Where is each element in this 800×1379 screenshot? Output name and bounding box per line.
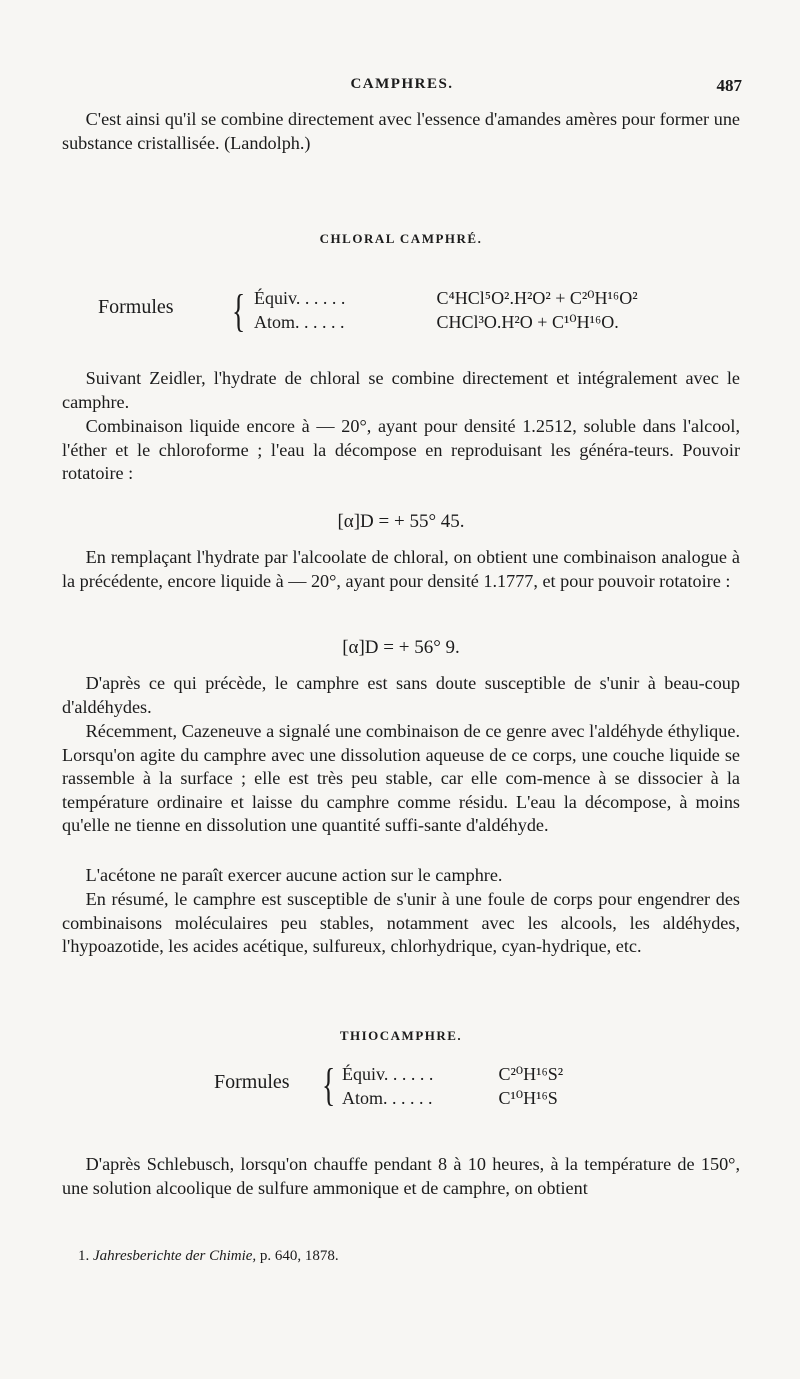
formula-block-thio — [0, 1058, 800, 1118]
intro-paragraph: C'est ainsi qu'il se combine directement avec l'essence d'amandes amères pour former une substance cristallisée. (Landolph.) — [62, 109, 740, 153]
formula-row-atom — [254, 312, 619, 333]
formula-block-chloral — [0, 284, 800, 344]
page-header — [62, 76, 742, 100]
formules-label: Formules — [214, 1071, 290, 1093]
brace-left: { — [232, 285, 246, 336]
paragraph-resume: En résumé, le camphre est susceptible de s'unir à une foule de corps pour engendrer des combinaisons moléculaires peu stables, notamment avec les alcools, les aldéhydes, l'hypoazotide, les acides acétique, sulfureux, chlorhydrique, cyan-hydrique, etc. — [62, 889, 740, 956]
paragraph-schlebusch: D'après Schlebusch, lorsqu'on chauffe pendant 8 à 10 heures, à la température de 150°, une solution alcoolique de sulfure ammonique et de camphre, on obtient — [62, 1154, 740, 1198]
rotation-value-1: [α]D = + 55° 45. — [337, 511, 465, 532]
paragraph-combinaison: Combinaison liquide encore à — 20°, ayant pour densité 1.2512, soluble dans l'alcool, l'éther et le chloroforme ; l'eau la décompose en reproduisant les généra-teurs. Pouvoir rotatoire : — [62, 416, 740, 483]
formula-label: Équiv. . . . . . — [342, 1064, 434, 1084]
formula-value: C²⁰H¹⁶S² — [498, 1064, 564, 1084]
formula-value: CHCl³O.H²O + C¹⁰H¹⁶O. — [436, 312, 619, 332]
footnote — [78, 1248, 339, 1265]
formula-label: Atom. . . . . . — [342, 1088, 433, 1108]
formula-row-atom — [342, 1088, 558, 1109]
paragraph-aldehydes: D'après ce qui précède, le camphre est sans doute susceptible de s'unir à beau-coup d'aldéhydes. — [62, 673, 740, 717]
running-title: CAMPHRES. — [350, 76, 454, 92]
footnote-source: Jahresberichte der Chimie, — [93, 1248, 257, 1264]
paragraph-zeidler: Suivant Zeidler, l'hydrate de chloral se combine directement et intégralement avec le camphre. — [62, 368, 740, 412]
formula-value: C⁴HCl⁵O².H²O² + C²⁰H¹⁶O² — [436, 288, 638, 308]
paragraph-cazeneuve: Récemment, Cazeneuve a signalé une combinaison de ce genre avec l'aldéhyde éthylique. Lorsqu'on agite du camphre avec une dissolution aqueuse de ce corps, une couche liquide se rassemble à la surface ; elle est très peu stable, car elle com-mence à se dissocier à la température ordinaire et laisse du camphre comme résidu. L'eau la décompose, à moins qu'elle ne tienne en dissolution une quantité suffi-sante d'aldéhyde. — [62, 721, 740, 835]
brace-left: { — [322, 1059, 336, 1110]
footnote-reference: p. 640, 1878. — [259, 1248, 339, 1264]
section-title-chloral-camphre: CHLORAL CAMPHRÉ. — [319, 231, 483, 246]
formula-label: Atom. . . . . . — [254, 312, 345, 332]
formula-row-equiv — [254, 288, 638, 309]
rotation-value-2: [α]D = + 56° 9. — [342, 637, 460, 658]
page-number: 487 — [716, 76, 742, 95]
formula-value: C¹⁰H¹⁶S — [498, 1088, 558, 1108]
formula-label: Équiv. . . . . . — [254, 288, 346, 308]
paragraph-acetone: L'acétone ne paraît exercer aucune action sur le camphre. — [85, 865, 503, 885]
footnote-number: 1. — [78, 1248, 90, 1264]
paragraph-alcoolate: En remplaçant l'hydrate par l'alcoolate de chloral, on obtient une combinaison analogue à la précédente, encore liquide à — 20°, ayant pour densité 1.1777, et pour pouvoir rotatoire : — [62, 547, 740, 591]
formula-row-equiv — [342, 1064, 563, 1085]
formules-label: Formules — [98, 296, 174, 318]
section-title-thiocamphre: THIOCAMPHRE. — [339, 1028, 463, 1043]
